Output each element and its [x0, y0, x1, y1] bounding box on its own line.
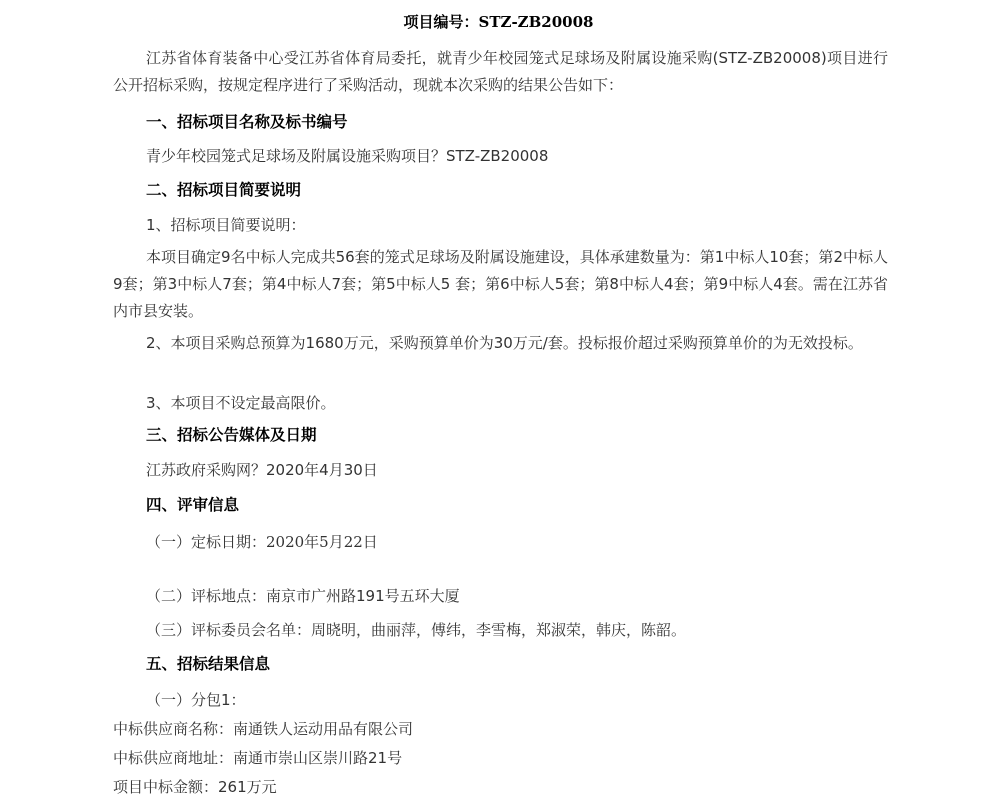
section-heading-project-name: 一、招标项目名称及标书编号	[146, 112, 348, 131]
result-amount: 项目中标金额：261万元	[113, 778, 277, 796]
media-date-content: 江苏政府采购网？2020年4月30日	[146, 461, 378, 479]
section-heading-media-date: 三、招标公告媒体及日期	[146, 425, 317, 444]
summary-item1-label: 1、招标项目简要说明：	[146, 216, 306, 234]
result-supplier-name: 中标供应商名称：南通铁人运动用品有限公司	[113, 720, 414, 738]
review-committee: （三）评标委员会名单：周晓明，曲丽萍，傅纬，李雪梅，郑淑荣，韩庆，陈韶。	[146, 621, 687, 639]
intro-paragraph: 江苏省体育装备中心受江苏省体育局委托，就青少年校园笼式足球场及附属设施采购(STZ-ZB20008)项目进行公开招标采购，按规定程序进行了采购活动，现就本次采购的结果公告如下：	[113, 49, 888, 94]
result-supplier-address: 中标供应商地址：南通市崇山区崇川路21号	[113, 749, 403, 767]
summary-item1-text: 本项目确定9名中标人完成共56套的笼式足球场及附属设施建设，具体承建数量为：第1中标人10套；第2中标人9套；第3中标人7套；第4中标人7套；第5中标人5 套；第6中标人5套；第8中标人4套；第9中标人4套。需在江苏省内市县安装。	[113, 248, 888, 320]
summary-item3-text: 3、本项目不设定最高限价。	[146, 394, 336, 412]
review-location: （二）评标地点：南京市广州路191号五环大厦	[146, 587, 460, 605]
document-title: 项目编号：STZ-ZB20008	[403, 13, 594, 31]
summary-item2-text: 2、本项目采购总预算为1680万元，采购预算单价为30万元/套。投标报价超过采购预算单价的为无效投标。	[146, 334, 863, 352]
project-name-content: 青少年校园笼式足球场及附属设施采购项目？STZ-ZB20008	[146, 147, 549, 165]
result-package: （一）分包1：	[146, 691, 246, 709]
section-heading-review-info: 四、评审信息	[146, 495, 240, 514]
section-heading-project-summary: 二、招标项目简要说明	[146, 180, 302, 199]
section-heading-result-info: 五、招标结果信息	[146, 654, 271, 673]
review-date: （一）定标日期：2020年5月22日	[146, 533, 378, 551]
